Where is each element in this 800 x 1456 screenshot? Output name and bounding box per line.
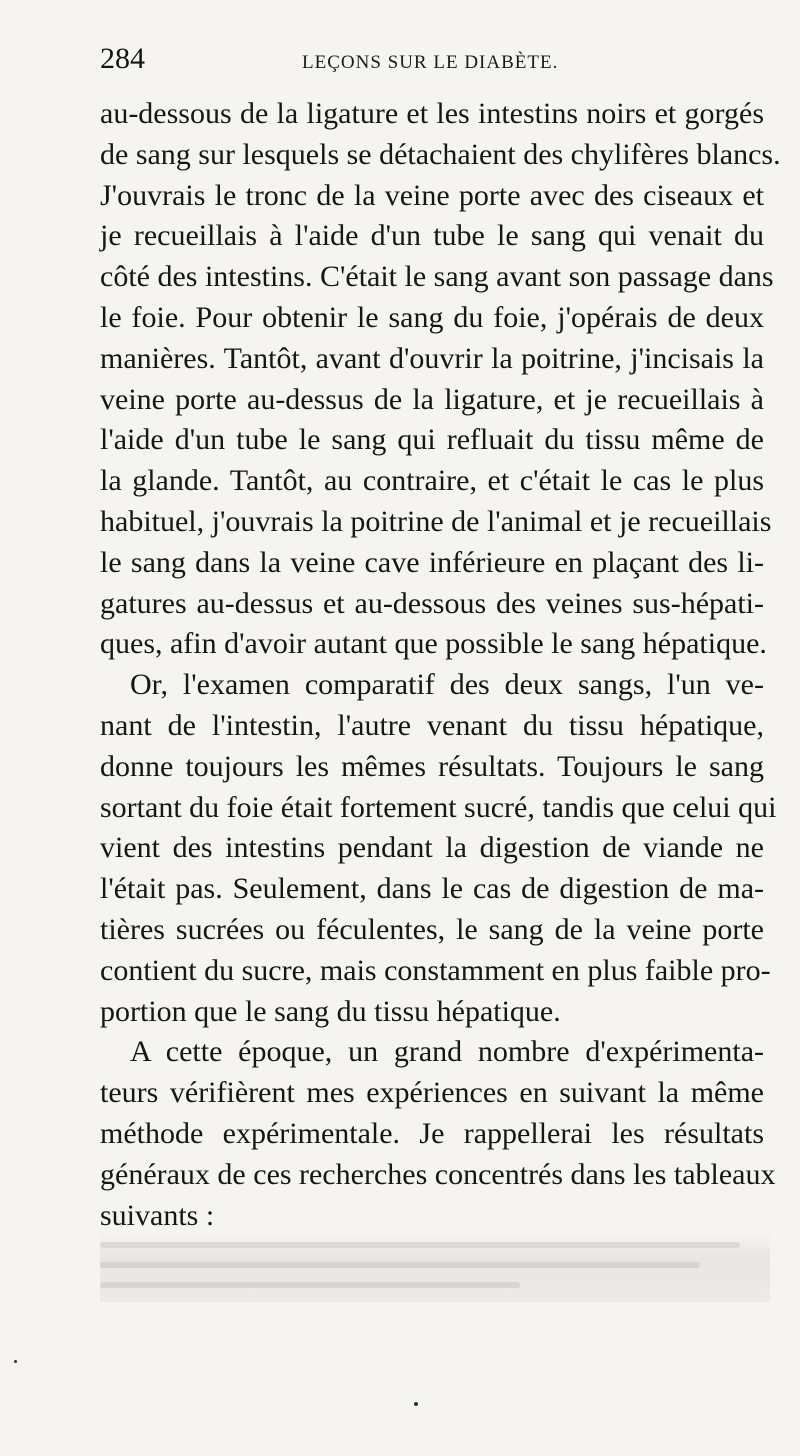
text-line: méthode expérimentale. Je rappellerai les résultats [100, 1116, 764, 1150]
text-line: vient des intestins pendant la digestion de viande ne [100, 831, 764, 865]
text-line: le foie. Pour obtenir le sang du foie, j'opérais de deux [100, 300, 764, 334]
text-line: l'était pas. Seulement, dans le cas de digestion de ma- [100, 872, 764, 906]
text-line: donne toujours les mêmes résultats. Toujours le sang [100, 749, 764, 783]
paper-speck [14, 1360, 17, 1363]
body-text [100, 94, 781, 1236]
bleed-line [100, 1282, 520, 1288]
text-line: suivants : [100, 1198, 215, 1232]
paragraph-start-line: Or, l'examen comparatif des deux sangs, l'un ve- [130, 668, 764, 702]
text-line: de sang sur lesquels se détachaient des chylifères blancs. [100, 137, 781, 171]
text-line: manières. Tantôt, avant d'ouvrir la poitrine, j'incisais la [100, 341, 764, 375]
show-through-bleed [100, 1232, 770, 1302]
bleed-line [100, 1262, 700, 1268]
page-header [100, 42, 770, 82]
text-line: contient du sucre, mais constamment en plus faible pro- [100, 953, 771, 987]
text-line: côté des intestins. C'était le sang avant son passage dans [100, 260, 774, 294]
text-line: je recueillais à l'aide d'un tube le sang qui venait du [100, 219, 764, 253]
running-title: LEÇONS SUR LE DIABÈTE. [302, 52, 559, 73]
text-line: au-dessous de la ligature et les intestins noirs et gorgés [100, 97, 764, 130]
text-line: le sang dans la veine cave inférieure en plaçant des li- [100, 545, 764, 579]
text-line: tières sucrées ou féculentes, le sang de la veine porte [100, 912, 764, 946]
text-line: l'aide d'un tube le sang qui refluait du tissu même de [100, 423, 764, 457]
text-line: ques, afin d'avoir autant que possible le sang hépatique. [100, 627, 767, 661]
text-line: généraux de ces recherches concentrés dans les tableaux [100, 1157, 776, 1191]
paragraph-start-line: A cette époque, un grand nombre d'expérimenta- [130, 1035, 764, 1069]
text-line: gatures au-dessus et au-dessous des veines sus-hépati- [100, 586, 764, 620]
text-line: sortant du foie était fortement sucré, tandis que celui qui [100, 790, 777, 824]
paper-speck [414, 1402, 418, 1406]
page-number: 284 [100, 42, 145, 75]
text-line: veine porte au-dessus de la ligature, et je recueillais à [100, 382, 764, 416]
text-line: nant de l'intestin, l'autre venant du tissu hépatique, [100, 708, 764, 742]
text-line: teurs vérifièrent mes expériences en suivant la même [100, 1076, 764, 1110]
text-line: la glande. Tantôt, au contraire, et c'était le cas le plus [100, 464, 764, 498]
text-line: J'ouvrais le tronc de la veine porte avec des ciseaux et [100, 178, 764, 212]
text-line: portion que le sang du tissu hépatique. [100, 994, 561, 1028]
text-line: habituel, j'ouvrais la poitrine de l'animal et je recueillais [100, 504, 772, 538]
bleed-line [100, 1242, 740, 1248]
